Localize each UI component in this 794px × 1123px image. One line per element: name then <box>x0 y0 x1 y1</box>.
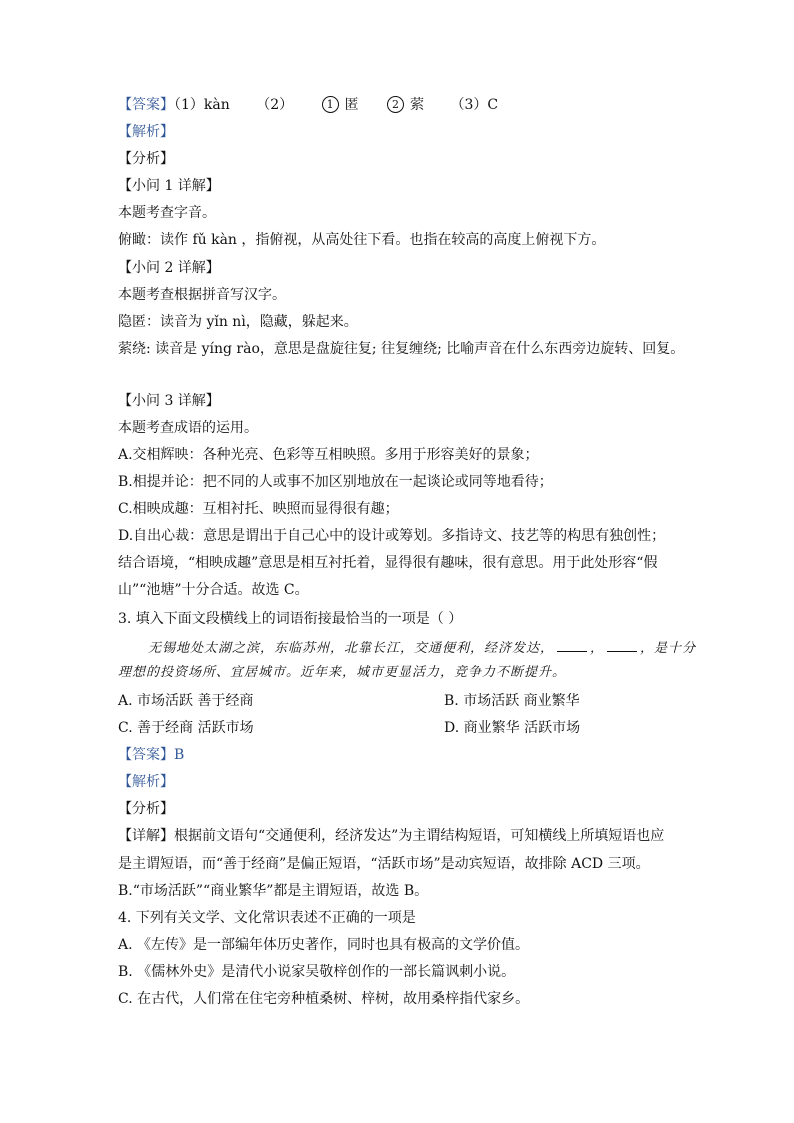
option-d: D. 商业繁华 活跃市场 <box>444 720 581 736</box>
text-line: 本题考查根据拼音写汉字。 <box>118 287 286 303</box>
blank-2 <box>607 639 637 652</box>
passage-line-2: 理想的投资场所、宜居城市。近年来，城市更显活力，竞争力不断提升。 <box>118 665 567 680</box>
passage-text: 无锡地处太湖之滨，东临苏州，北靠长江，交通便利，经济发达， <box>148 641 555 656</box>
text-line: A.交相辉映：各种光亮、色彩等互相映照。多用于形容美好的景象； <box>118 447 539 463</box>
text-line: B.“市场活跃”“商业繁华”都是主谓短语，故选 B。 <box>118 883 429 899</box>
fenxi-heading-3: 【分析】 <box>118 801 174 817</box>
text-line: C.相映成趣：互相衬托、映照而显得很有趣； <box>118 501 399 517</box>
passage-text: ，是十分 <box>640 641 697 656</box>
text-line: D.自出心裁：意思是谓出于自己心中的设计或筹划。多指诗文、技艺等的构思有独创性； <box>118 528 666 544</box>
option-a: A. 市场活跃 善于经商 <box>118 693 254 709</box>
text-line: 隐匿：读音为 yǐn nì，隐藏，躲起来。 <box>118 314 358 330</box>
text-line: 是主谓短语，而“善于经商”是偏正短语，“活跃市场”是动宾短语，故排除 ACD 三项。 <box>118 856 650 872</box>
analysis-heading: 【解析】 <box>118 124 174 140</box>
question-3-stem: 3. 填入下面文段横线上的词语衔接最恰当的一项是（ ） <box>118 611 463 627</box>
text-line: 本题考查成语的运用。 <box>118 420 258 436</box>
answer-part-2: （2） <box>256 97 294 113</box>
option-c: C. 善于经商 活跃市场 <box>118 720 254 736</box>
text-line: 结合语境，“相映成趣”意思是相互衬托着，显得很有趣味，很有意思。用于此处形容“假 <box>118 555 658 571</box>
circled-number-1: 1 <box>322 96 339 113</box>
sub-question-3-heading: 【小问 3 详解】 <box>118 393 220 409</box>
analysis-heading-3: 【解析】 <box>118 774 174 790</box>
passage-line-1 <box>148 639 696 658</box>
sub-question-1-heading: 【小问 1 详解】 <box>118 178 220 194</box>
text-line: 本题考查字音。 <box>118 205 216 221</box>
answer-char-1: 匿 <box>344 97 359 113</box>
circled-number-2: 2 <box>387 96 404 113</box>
answer-3-text: 【答案】B <box>118 747 185 763</box>
sub-question-2-heading: 【小问 2 详解】 <box>118 260 220 276</box>
answer-line <box>118 96 498 114</box>
answer-label: 【答案】 <box>118 97 174 113</box>
passage-text: ， <box>590 641 605 656</box>
text-line: 【详解】根据前文语句“交通便利，经济发达”为主谓结构短语，可知横线上所填短语也应 <box>118 828 665 844</box>
question-4-stem: 4. 下列有关文学、文化常识表述不正确的一项是 <box>118 910 416 926</box>
text-line: 萦绕: 读音是 yíng rào，意思是盘旋往复; 往复缠绕; 比喻声音在什么东西旁边旋转、回复。 <box>118 341 685 357</box>
answer-part-3: （3）C <box>450 97 499 113</box>
text-line: 山”“池塘”十分合适。故选 C。 <box>118 582 309 598</box>
blank-1 <box>557 639 587 652</box>
answer-3 <box>118 746 184 764</box>
text-line: 俯瞰：读作 fǔ kàn ，指俯视，从高处往下看。也指在较高的高度上俯视下方。 <box>118 232 606 248</box>
text-line: B.相提并论：把不同的人或事不加区别地放在一起谈论或同等地看待； <box>118 474 553 490</box>
fenxi-heading: 【分析】 <box>118 151 174 167</box>
option-a: A. 《左传》是一部编年体历史著作，同时也具有极高的文学价值。 <box>118 937 530 953</box>
option-b: B. 市场活跃 商业繁华 <box>444 693 580 709</box>
answer-part-1: （1）kàn <box>174 97 230 113</box>
option-b: B. 《儒林外史》是清代小说家吴敬梓创作的一部长篇讽刺小说。 <box>118 964 516 980</box>
option-c: C. 在古代，人们常在住宅旁种植桑树、梓树，故用桑梓指代家乡。 <box>118 991 530 1007</box>
answer-char-2: 萦 <box>410 97 425 113</box>
